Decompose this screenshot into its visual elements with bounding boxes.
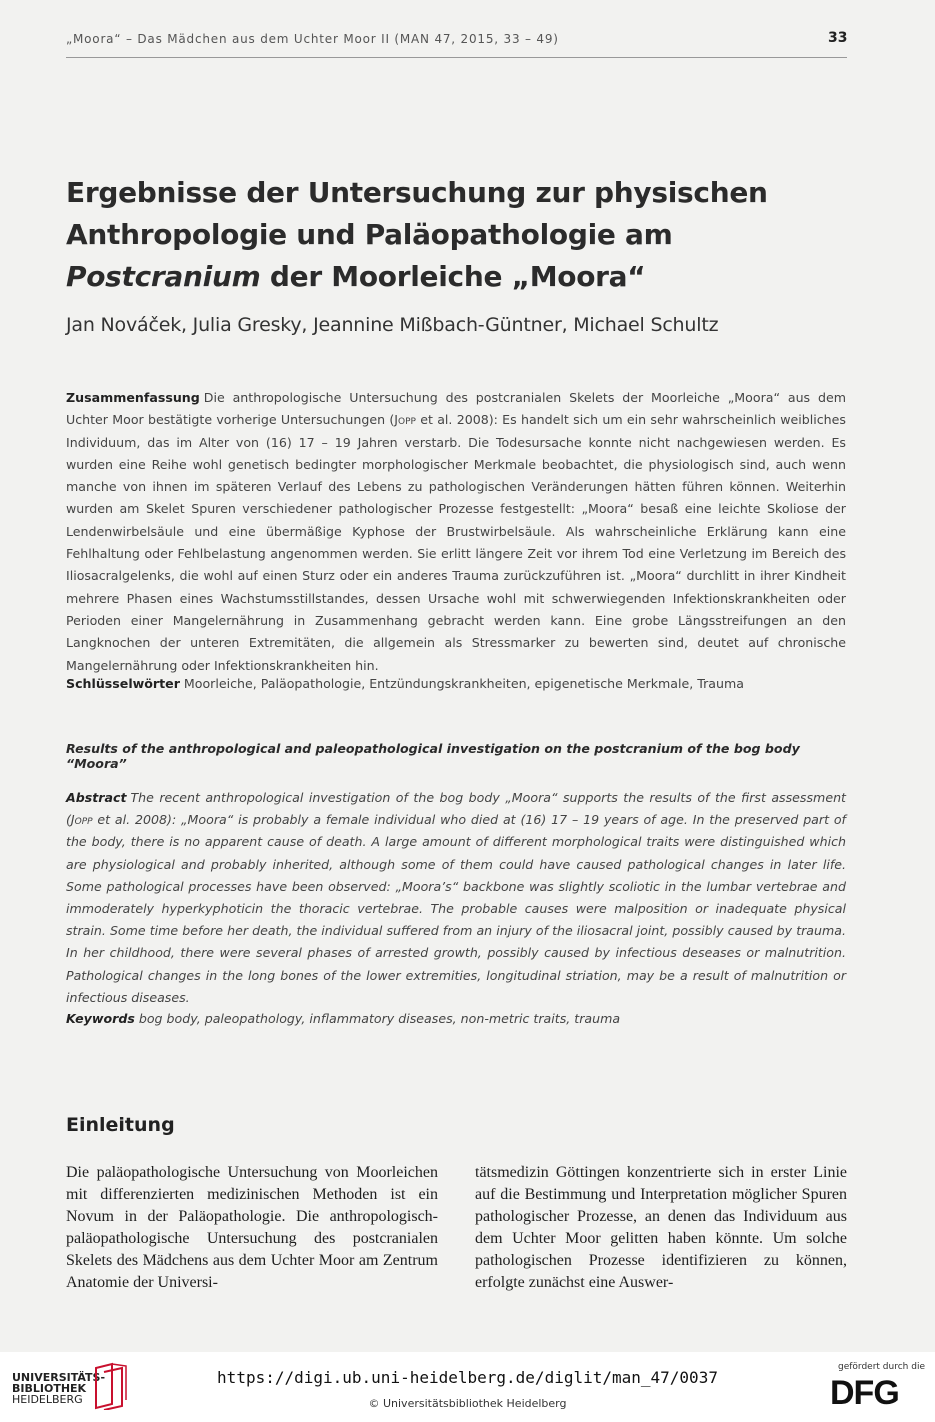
body-column-right: tätsmedizin Göttingen konzentrierte sich in erster Linie auf die Bestimmung und Interpretation möglicher Spuren pathologischer Prozesse, an denen das Individuum aus dem Uchter Moor gelitten haben könnte. Um solche pathologischen Prozesse identifizieren zu können, erfolgte zunächst eine Auswer- [475, 1164, 847, 1291]
zusammenfassung-text-b: et al. 2008): Es handelt sich um ein sehr wahrscheinlich weibliches Individuum, das im Alter von (16) 17 – 19 Jahren verstarb. Die Todesursache konnte nicht nachgewiesen werden. Es wurden eine Reihe wohl genetisch bedingter morphologischer Merkmale beobachtet, die physiologisch sind, auch wenn manche von ihnen im späteren Verlauf des Lebens zu pathologischen Veränderungen hätten führen können. Weiterhin wurden am Skelet Spuren verschiedener pathologischer Prozesse festgestellt: „Moora“ besaß eine leichte Skoliose der Lendenwirbelsäule und eine übermäßige Kyphose der Brustwirbelsäule. Als wahrscheinliche Erklärung kann eine Fehlhaltung oder Fehlbelastung angenommen werden. Sie erlitt längere Zeit vor ihrem Tod eine Verletzung im Bereich des Iliosacralgelenks, die wohl auf einen Sturz oder ein anderes Trauma zurückzuführen ist. „Moora“ durchlitt in ihrer Kindheit mehrere Phasen eines Wachstumsstillstandes, dessen Ursache wohl mit schwerwiegenden Infektionskrankheiten oder Perioden einer Mangelernährung in Zusammenhang gebracht werden kann. Eine grobe Längsstreifungen an den Langknochen der unteren Extremitäten, die allgemein als Stressmarker zu bewerten sind, deutet auf chronische Mangelernährung oder Infektionskrankheiten hin. [66, 412, 846, 673]
schluesselwoerter-label: Schlüsselwörter [66, 676, 180, 691]
abstract [66, 787, 846, 1009]
authors: Jan Nováček, Julia Gresky, Jeannine Mißbach-Güntner, Michael Schultz [66, 314, 719, 336]
source-url-link[interactable]: https://digi.ub.uni-heidelberg.de/diglit/man_47/0037 [217, 1368, 718, 1387]
title-italic: Postcranium [66, 260, 261, 293]
keywords-text: bog body, paleopathology, inflammatory diseases, non-metric traits, trauma [138, 1011, 621, 1026]
dfg-label: gefördert durch die [838, 1362, 925, 1372]
body-column-left: Die paläopathologische Untersuchung von Moorleichen mit differenzierten medizinischen Methoden ist ein Novum in der Paläopathologie. Die anthropologisch-paläopathologische Untersuchung des postcranialen Skelets des Mädchens aus dem Uchter Moor am Zentrum Anatomie der Universi- [66, 1164, 438, 1291]
header-rule [66, 57, 847, 58]
copyright-notice: © Universitätsbibliothek Heidelberg [368, 1397, 567, 1410]
section-heading-einleitung: Einleitung [66, 1114, 175, 1136]
page-number: 33 [828, 30, 848, 46]
running-head: „Moora“ – Das Mädchen aus dem Uchter Moor II (MAN 47, 2015, 33 – 49) [66, 32, 559, 46]
abstract-text-b: et al. 2008): „Moora“ is probably a female individual who died at (16) 17 – 19 years of age. In the preserved part of the body, there is no apparent cause of death. A large amount of different morphological traits were distinguished which are physiological and probably inherited, although some of them could have caused pathological changes in later life. Some pathological processes have been observed: „Moora’s“ backbone was slightly scoliotic in the lumbar vertebrae and immoderately hyperkyphoticin the thoracic vertebrae. The probable causes were malposition or inadequate physical strain. Some time before her death, the individual suffered from an injury of the iliosacral joint, possibly caused by trauma. In her childhood, there were several phases of arrested growth, possibly caused by infectious deseases or malnutrition. Pathological changes in the long bones of the lower extremities, longitudinal striation, may be a result of malnutrition or infectious diseases. [66, 812, 846, 1005]
keywords [66, 1011, 846, 1026]
library-logo-line-3: HEIDELBERG [12, 1393, 83, 1406]
abstract-label: Abstract [66, 790, 127, 805]
abstract-text-a: The recent anthropological investigation of the bog body „Moora“ supports the results of the first assessment ( [66, 790, 846, 828]
abstract-citation-author: Jopp [70, 812, 93, 828]
zusammenfassung [66, 387, 846, 677]
library-logo-line-2: BIBLIOTHEK [12, 1382, 87, 1395]
english-title: Results of the anthropological and paleopathological investigation on the postcranium of the bog body “Moora” [66, 741, 800, 771]
library-logo-line-1: UNIVERSITÄTS- [12, 1371, 106, 1384]
footer-bar [0, 1352, 935, 1422]
schluesselwoerter-text: Moorleiche, Paläopathologie, Entzündungskrankheiten, epigenetische Merkmale, Trauma [183, 676, 744, 691]
title-line-3 [66, 256, 846, 298]
zusammenfassung-text-a: Die anthropologische Untersuchung des postcranialen Skelets der Moorleiche „Moora“ aus dem Uchter Moor bestätigte vorherige Untersuchungen ( [66, 390, 846, 428]
schluesselwoerter [66, 676, 846, 691]
title-line-2: Anthropologie und Paläopathologie am [66, 218, 673, 251]
title-line-3-rest: der Moorleiche „Moora“ [260, 260, 646, 293]
dfg-logo: DFG [830, 1374, 899, 1412]
title-line-1: Ergebnisse der Untersuchung zur physischen [66, 176, 768, 209]
keywords-label: Keywords [66, 1011, 135, 1026]
citation-author: Jopp [394, 412, 416, 428]
article-title [66, 172, 846, 298]
zusammenfassung-label: Zusammenfassung [66, 390, 200, 405]
